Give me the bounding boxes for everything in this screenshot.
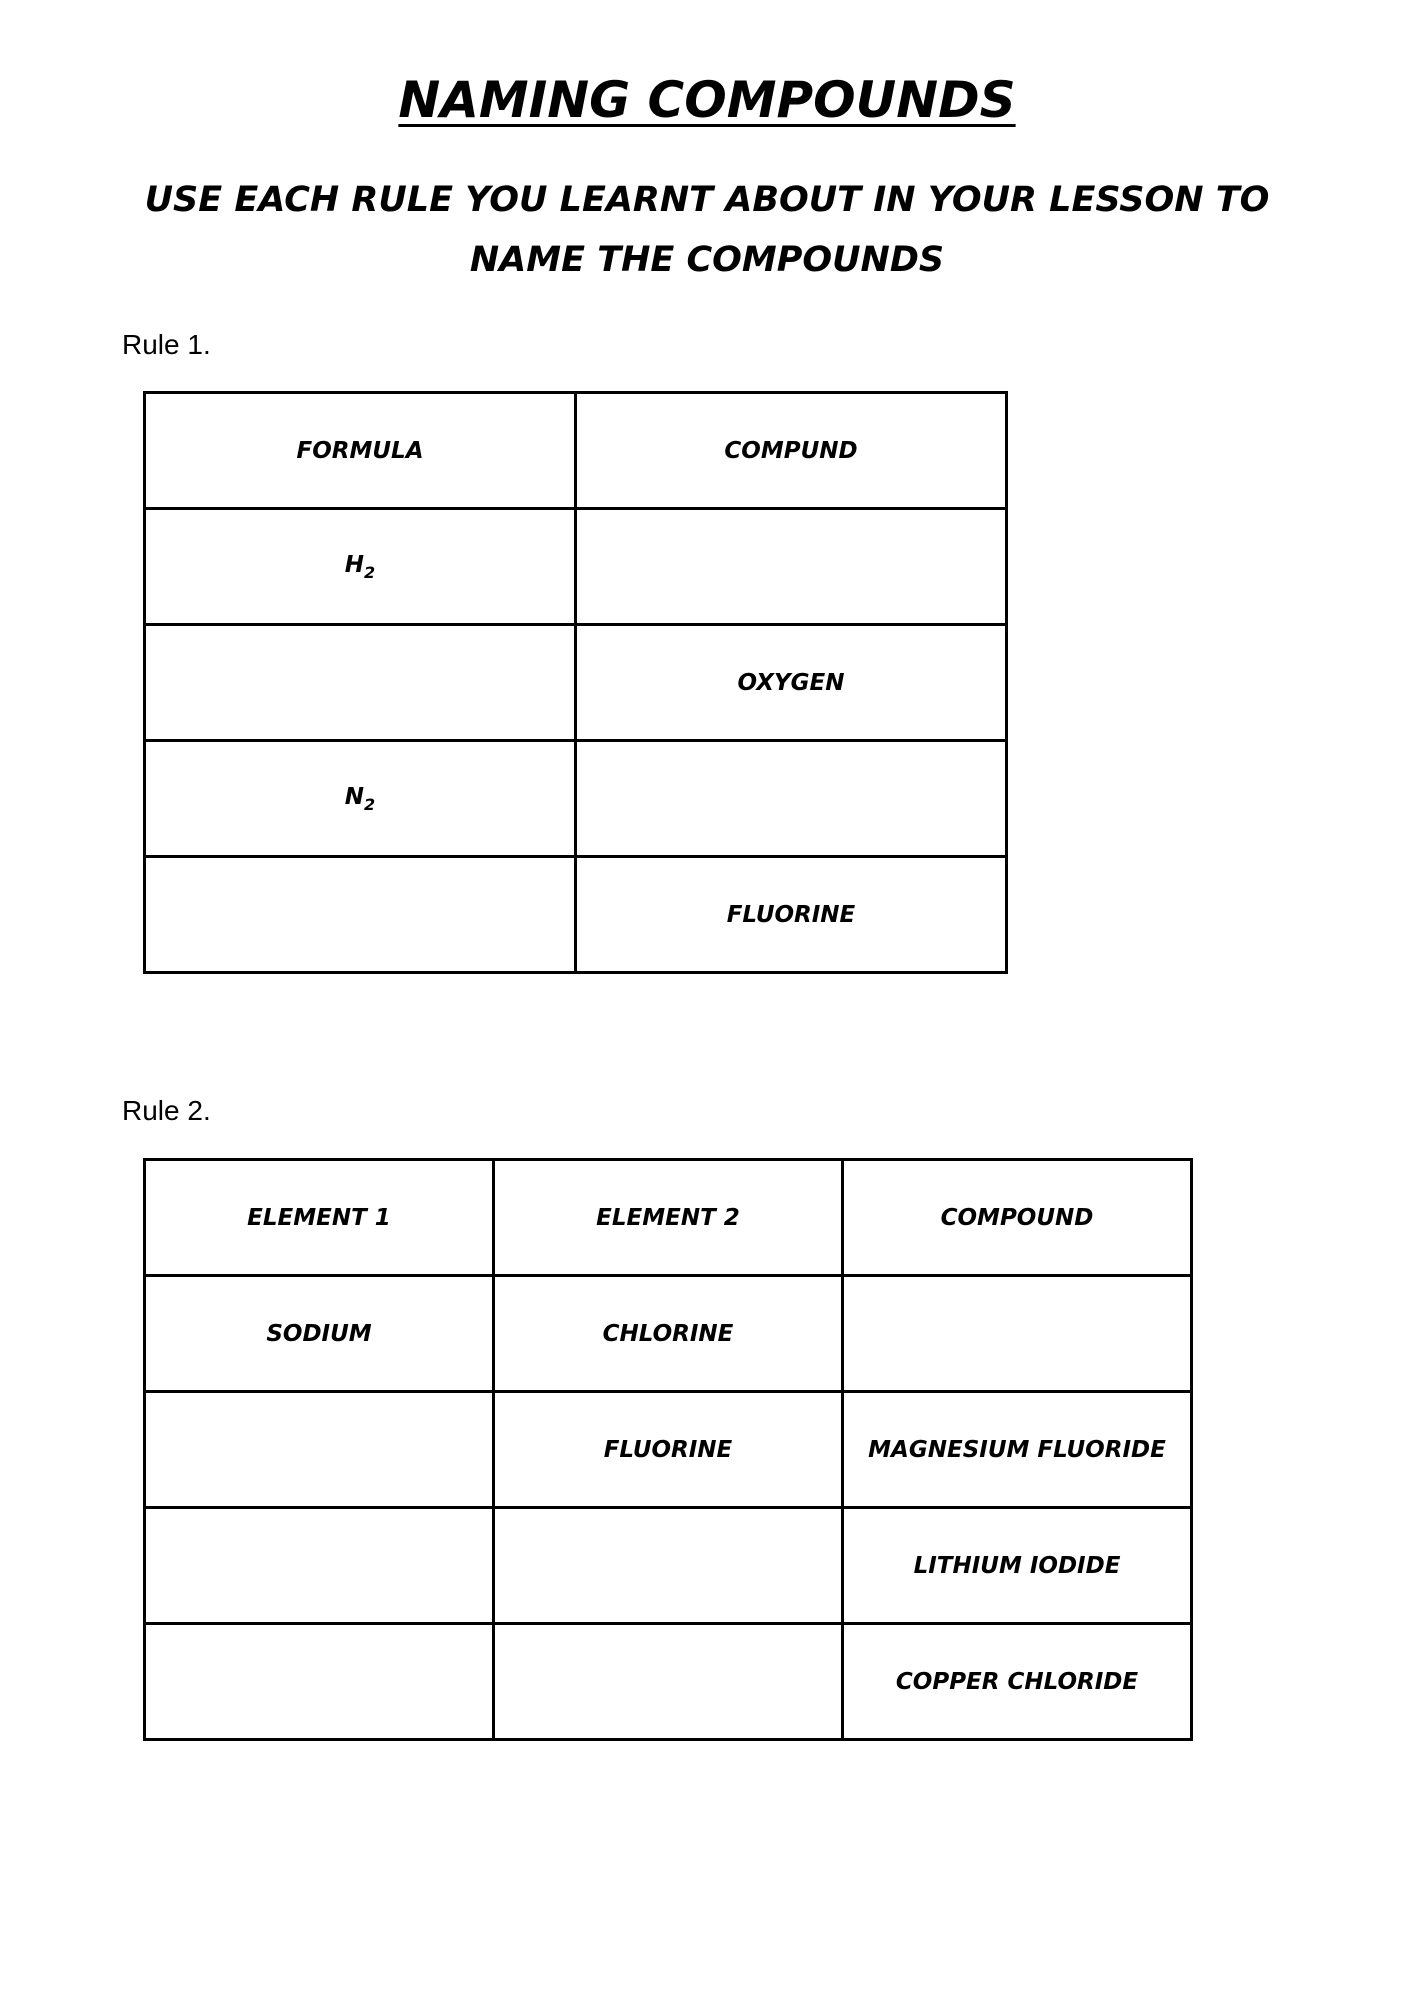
table-row — [145, 509, 1007, 625]
instructions: USE EACH RULE YOU LEARNT ABOUT IN YOUR LESSON TO NAME THE COMPOUNDS — [144, 180, 1270, 280]
compound-cell: OXYGEN — [576, 625, 1007, 741]
header-element-2: ELEMENT 2 — [494, 1160, 843, 1276]
rule-1-table — [143, 391, 1008, 974]
table-row — [145, 1276, 1192, 1392]
table-row — [145, 1508, 1192, 1624]
page-title: NAMING COMPOUNDS — [398, 71, 1016, 129]
table-header-row — [145, 393, 1007, 509]
table-row — [145, 857, 1007, 973]
rule-1-label: Rule 1. — [122, 329, 211, 360]
compound-cell: FLUORINE — [576, 857, 1007, 973]
formula-cell — [145, 741, 576, 857]
element-2-cell: FLUORINE — [494, 1392, 843, 1508]
element-2-cell — [494, 1508, 843, 1624]
table-row — [145, 1392, 1192, 1508]
element-1-cell — [145, 1624, 494, 1740]
header-element-1: ELEMENT 1 — [145, 1160, 494, 1276]
compound-answer-cell — [576, 509, 1007, 625]
table-row — [145, 625, 1007, 741]
table-row — [145, 1624, 1192, 1740]
element-1-cell: SODIUM — [145, 1276, 494, 1392]
compound-cell: LITHIUM IODIDE — [843, 1508, 1192, 1624]
table-header-row — [145, 1160, 1192, 1276]
element-2-cell: CHLORINE — [494, 1276, 843, 1392]
header-formula: FORMULA — [145, 393, 576, 509]
element-1-cell — [145, 1508, 494, 1624]
header-compound: COMPUND — [576, 393, 1007, 509]
formula-subscript: 2 — [364, 794, 376, 814]
rule-2-table — [143, 1158, 1193, 1741]
formula-symbol: H — [344, 551, 365, 578]
rule-2-label: Rule 2. — [122, 1095, 211, 1126]
element-1-cell — [145, 1392, 494, 1508]
table-row — [145, 741, 1007, 857]
compound-answer-cell — [576, 741, 1007, 857]
compound-cell: MAGNESIUM FLUORIDE — [843, 1392, 1192, 1508]
compound-cell — [843, 1276, 1192, 1392]
formula-answer-cell — [145, 625, 576, 741]
header-compound: COMPOUND — [843, 1160, 1192, 1276]
formula-cell — [145, 509, 576, 625]
compound-cell: COPPER CHLORIDE — [843, 1624, 1192, 1740]
formula-answer-cell — [145, 857, 576, 973]
formula-subscript: 2 — [364, 562, 376, 582]
formula-symbol: N — [344, 783, 365, 810]
element-2-cell — [494, 1624, 843, 1740]
